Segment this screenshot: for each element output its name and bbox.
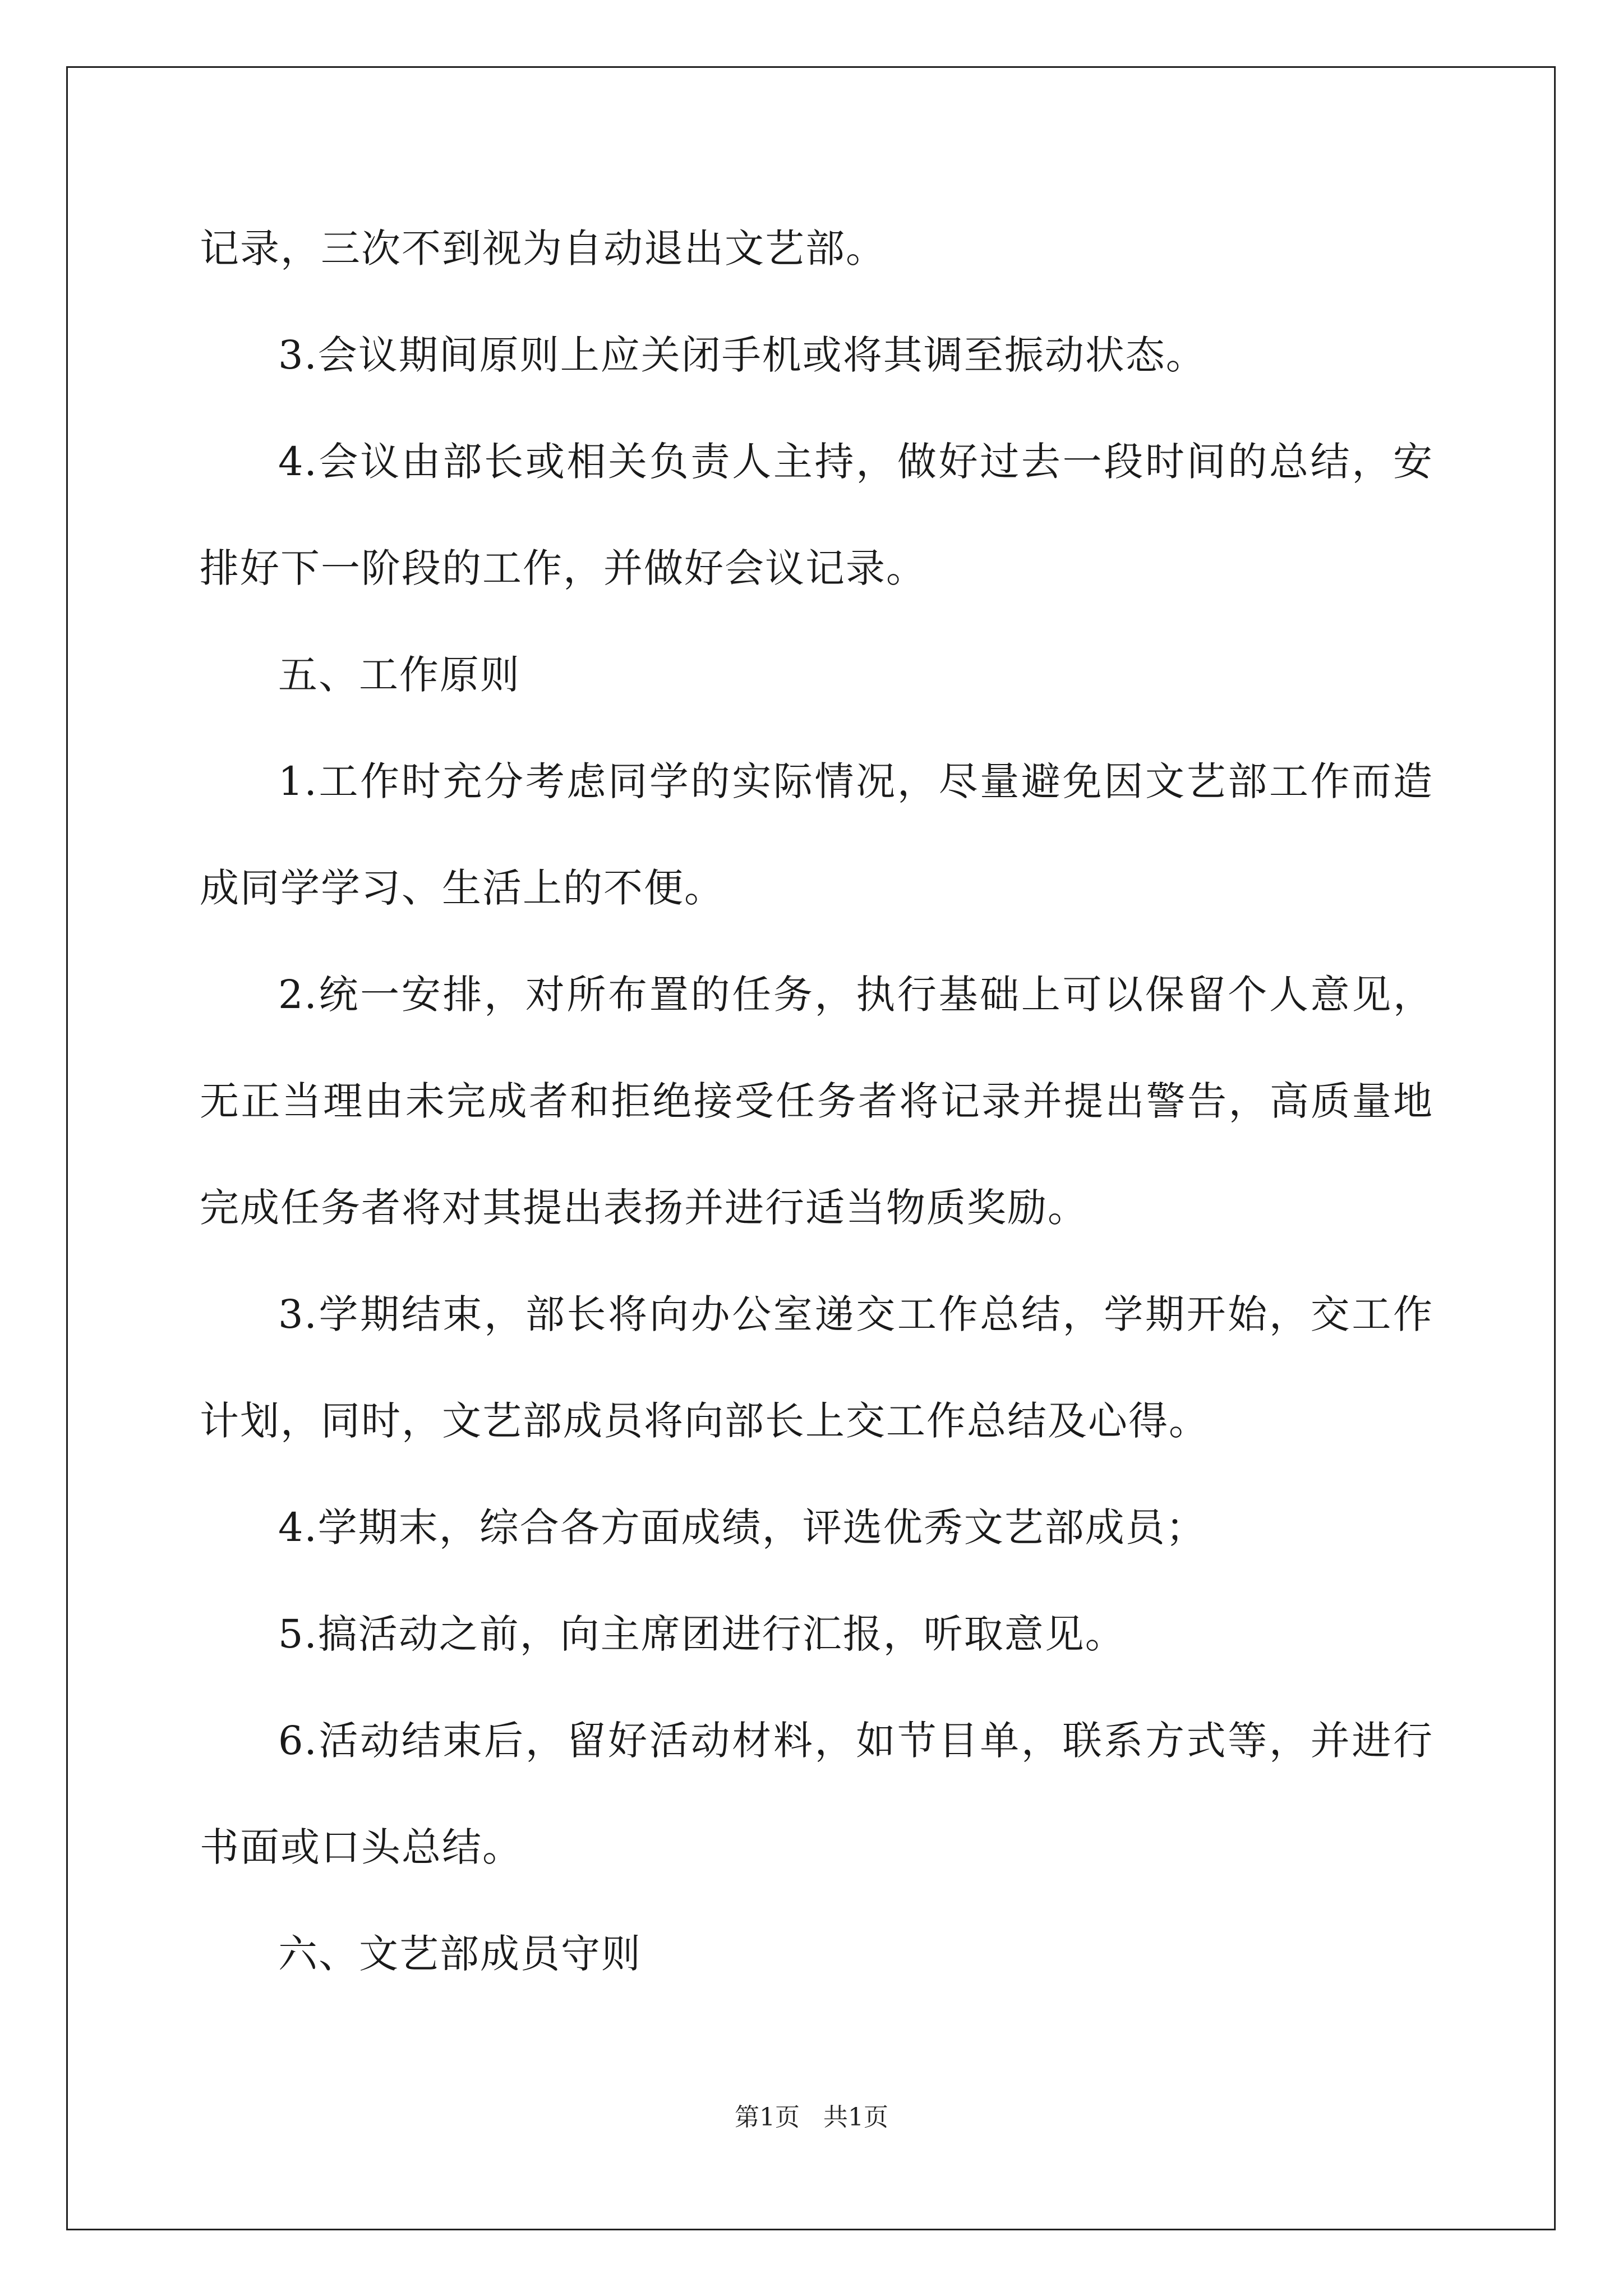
- text-line: 无正当理由未完成者和拒绝接受任务者将记录并提出警告，高质量地: [200, 1078, 1433, 1124]
- text-line: 4.学期末，综合各方面成绩，评选优秀文艺部成员；: [278, 1504, 1206, 1550]
- section-heading: 六、文艺部成员守则: [278, 1931, 642, 1977]
- text-line: 记录，三次不到视为自动退出文艺部。: [200, 226, 886, 272]
- page-number-total: 共1页: [823, 2103, 888, 2132]
- text-line: 2.统一安排，对所布置的任务，执行基础上可以保留个人意见，: [278, 972, 1433, 1018]
- text-line: 完成任务者将对其提出表扬并进行适当物质奖励。: [200, 1185, 1088, 1231]
- text-line: 3.会议期间原则上应关闭手机或将其调至振动状态。: [278, 332, 1206, 378]
- text-line: 成同学学习、生活上的不便。: [200, 865, 725, 911]
- text-line: 书面或口头总结。: [200, 1824, 523, 1870]
- text-line: 排好下一阶段的工作，并做好会议记录。: [200, 545, 926, 591]
- text-line: 6.活动结束后，留好活动材料，如节目单，联系方式等，并进行: [278, 1718, 1433, 1764]
- page-number-current: 第1页: [735, 2103, 800, 2132]
- page-footer: [0, 2101, 1623, 2134]
- text-line: 4.会议由部长或相关负责人主持，做好过去一段时间的总结，安: [278, 439, 1433, 485]
- section-heading: 五、工作原则: [278, 652, 520, 698]
- text-line: 1.工作时充分考虑同学的实际情况，尽量避免因文艺部工作而造: [278, 758, 1433, 804]
- text-line: 计划，同时，文艺部成员将向部长上交工作总结及心得。: [200, 1398, 1209, 1444]
- text-line: 5.搞活动之前，向主席团进行汇报，听取意见。: [278, 1611, 1126, 1657]
- page-border: [66, 66, 1556, 2230]
- text-line: 3.学期结束，部长将向办公室递交工作总结，学期开始，交工作: [278, 1291, 1433, 1337]
